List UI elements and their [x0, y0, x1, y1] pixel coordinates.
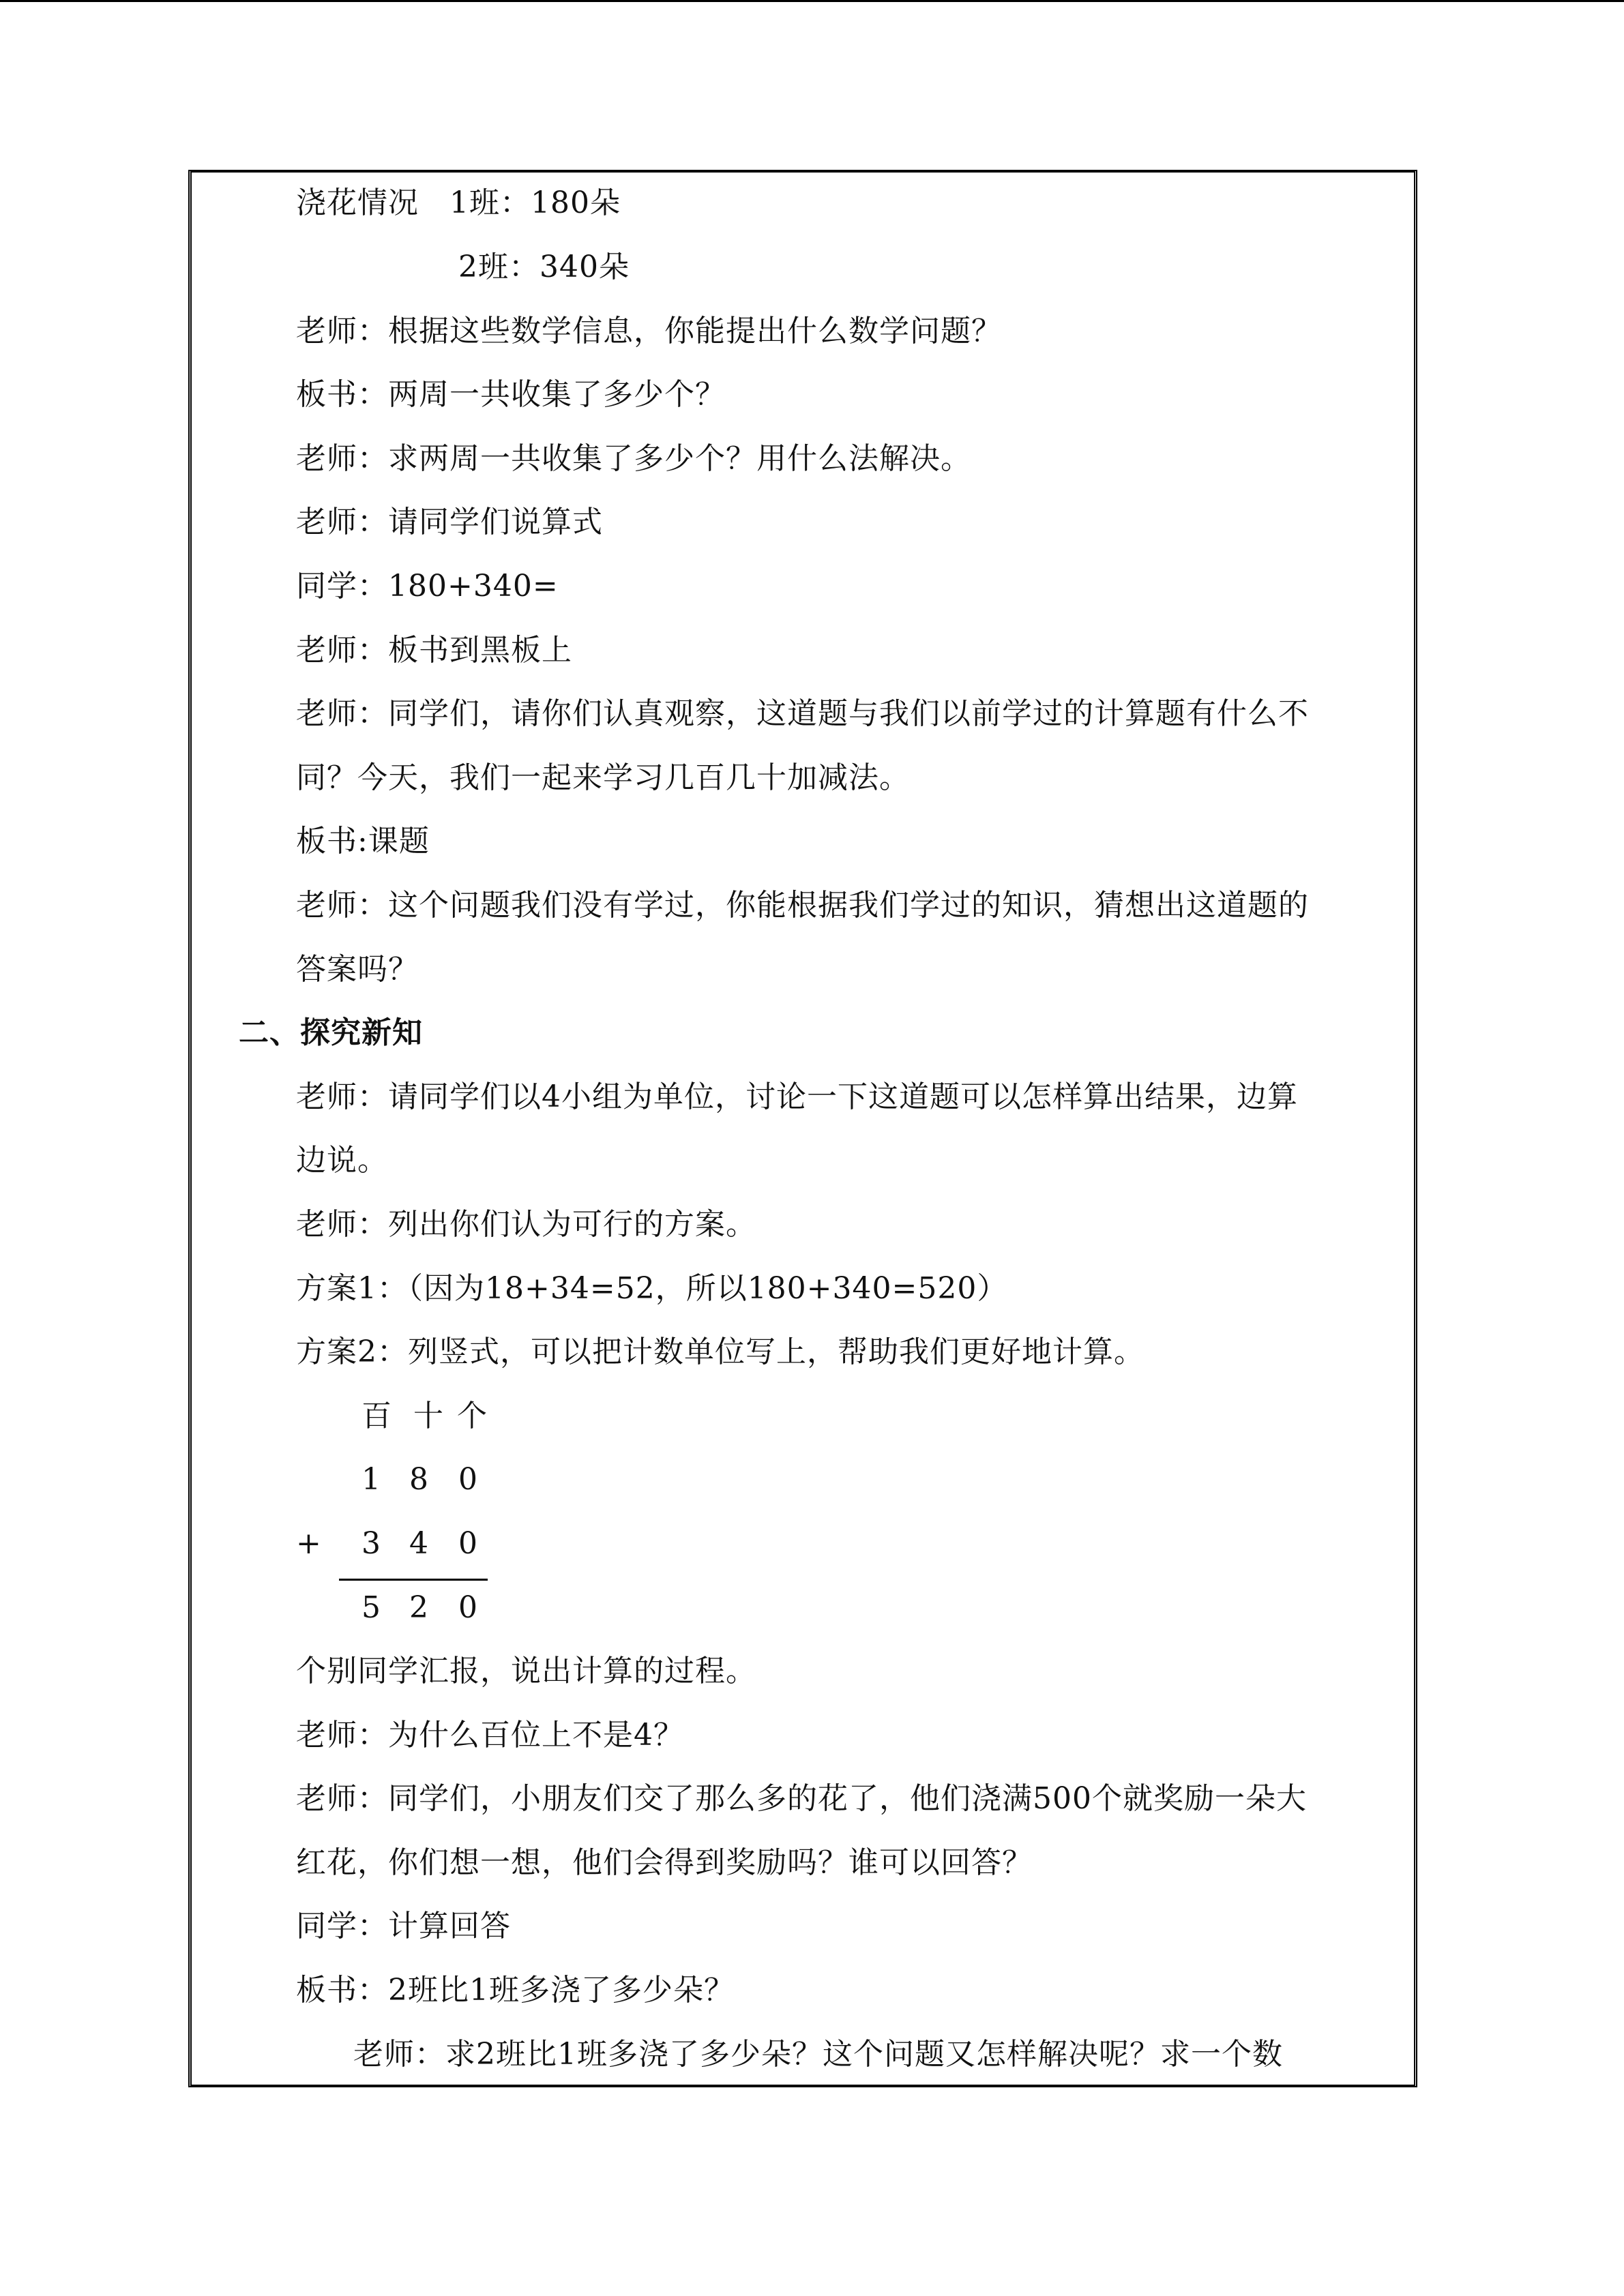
- addend-digit: 3: [361, 1526, 381, 1561]
- text-line: 老师：这个问题我们没有学过，你能根据我们学过的知识，猜想出这道题的: [296, 888, 1309, 923]
- text-line: 方案2：列竖式，可以把计数单位写上，帮助我们更好地计算。: [296, 1335, 1145, 1369]
- plus-sign: +: [296, 1526, 321, 1561]
- text-line: 老师：列出你们认为可行的方案。: [296, 1207, 756, 1242]
- text-line: 同？今天，我们一起来学习几百几十加减法。: [296, 760, 910, 795]
- addend-digit: 0: [458, 1526, 477, 1561]
- text-line: 边说。: [296, 1143, 388, 1178]
- addend-digit: 4: [409, 1526, 428, 1561]
- text-line: 答案吗？: [296, 952, 419, 987]
- sum-digit: 2: [409, 1590, 428, 1625]
- page-top-rule: [0, 0, 1624, 2]
- text-line: 2班：340朵: [458, 250, 630, 284]
- sum-digit: 5: [361, 1590, 381, 1625]
- text-line: 老师：请同学们说算式: [296, 505, 603, 539]
- addend-digit: 8: [409, 1462, 428, 1497]
- text-line: 老师：根据这些数学信息，你能提出什么数学问题？: [296, 314, 1002, 348]
- text-line: 板书:课题: [296, 824, 430, 859]
- text-line: 同学：180+340=: [296, 569, 559, 603]
- text-line: 老师：同学们，请你们认真观察，这道题与我们以前学过的计算题有什么不: [296, 696, 1309, 731]
- text-line: 个别同学汇报，说出计算的过程。: [296, 1654, 756, 1688]
- sum-digit: 0: [458, 1590, 477, 1625]
- text-line: 红花，你们想一想，他们会得到奖励吗？谁可以回答？: [296, 1845, 1033, 1880]
- text-line: 浇花情况 1班：180朵: [296, 185, 621, 220]
- text-line: 同学：计算回答: [296, 1909, 511, 1943]
- place-value-ones: 个: [457, 1399, 487, 1433]
- text-line: 老师：请同学们以4小组为单位，讨论一下这道题可以怎样算出结果，边算: [296, 1079, 1298, 1114]
- text-line: 板书：两周一共收集了多少个？: [296, 377, 726, 412]
- text-line: 老师：求两周一共收集了多少个？用什么法解决。: [296, 441, 971, 476]
- addend-digit: 1: [361, 1462, 381, 1497]
- text-line: 方案1：（因为18+34=52，所以180+340=520）: [296, 1271, 1008, 1306]
- text-line: 老师：为什么百位上不是4？: [296, 1718, 684, 1753]
- place-value-hundreds: 百: [361, 1399, 392, 1433]
- text-line: 老师：求2班比1班多浇了多少朵？这个问题又怎样解决呢？求一个数: [353, 2037, 1283, 2072]
- section-heading: 二、探究新知: [239, 1015, 423, 1050]
- text-line: 板书：2班比1班多浇了多少朵？: [296, 1973, 735, 2008]
- place-value-tens: 十: [413, 1399, 443, 1433]
- addend-digit: 0: [458, 1462, 477, 1497]
- sum-rule: [339, 1579, 488, 1581]
- text-line: 老师：板书到黑板上: [296, 633, 572, 668]
- text-line: 老师：同学们，小朋友们交了那么多的花了，他们浇满500个就奖励一朵大: [296, 1781, 1307, 1816]
